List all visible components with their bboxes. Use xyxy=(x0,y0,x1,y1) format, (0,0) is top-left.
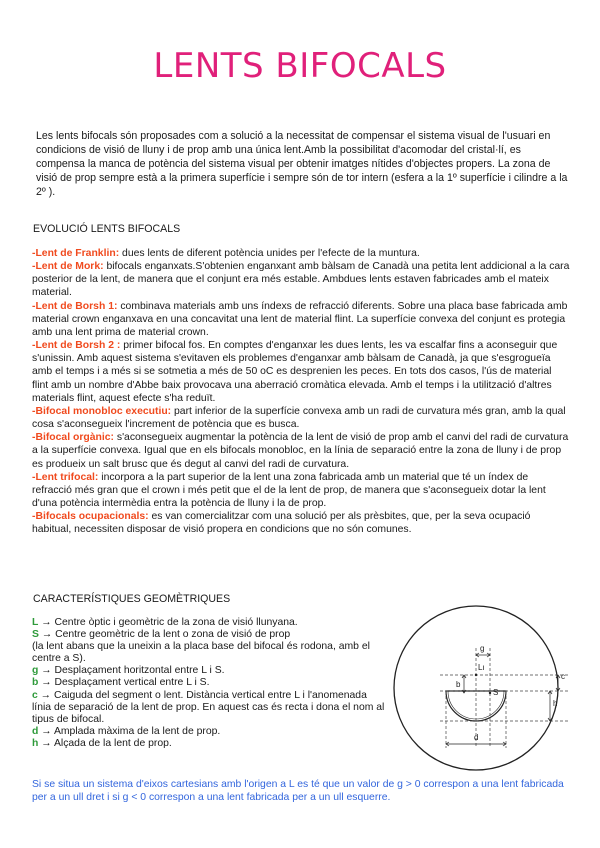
point-L xyxy=(475,674,477,676)
label-g: g xyxy=(480,644,485,653)
geometry-heading: CARACTERÍSTIQUES GEOMÈTRIQUES xyxy=(33,593,231,605)
b-dimension xyxy=(462,675,466,693)
list-item: g → Desplaçament horitzontal entre L i S. xyxy=(32,665,225,677)
label-c: c xyxy=(561,672,565,681)
list-item: -Bifocal monobloc executiu: part inferior de la superfície convexa amb un radi de curvatura més gran, amb la qual cosa s'aconsegueix l'increment de potència que es busca. xyxy=(32,405,566,431)
bifocal-lens-diagram xyxy=(380,598,580,778)
c-dimension xyxy=(556,675,560,691)
list-item: -Lent trifocal: incorpora a la part superior de la lent una zona fabricada amb un material que té un índex de refracció més gran que el crown i més petit que el de la lent de prop, de manera que s'aconsegueix dotar la lent d'una potència intermèdia entra la potència de lluny i la de prop. xyxy=(32,471,546,509)
list-item: b → Desplaçament vertical entre L i S. xyxy=(32,677,210,689)
list-item: -Bifocals ocupacionals: es van comercialitzar com una solució per als prèsbites, que, per la seva ocupació habitual, necessiten disposar de visió propera en condicions que no són comunes. xyxy=(32,511,531,536)
list-item: S → Centre geomètric de la lent o zona de visió de prop xyxy=(32,629,291,641)
list-item: (la lent abans que la uneixin a la placa base del bifocal és rodona, amb el centre a S). xyxy=(32,641,370,665)
list-item: -Lent de Mork: bifocals enganxats.S'obtenien enganxant amb bàlsam de Canadà una petita lent addicional a la cara posterior de la lent, de manera que el conjunt era més estable. Ambdues lents estaven fabricades amb el mateix material. xyxy=(32,261,570,299)
label-b: b xyxy=(456,680,461,689)
list-item: c → Caiguda del segment o lent. Distància vertical entre L i l'anomenada línia de separació de la lent de prop. En aquest cas és recta i dona el nom al tipus de bifocal. xyxy=(32,689,385,725)
label-h: h xyxy=(553,699,558,708)
list-item: -Bifocal orgànic: s'aconsegueix augmentar la potència de la lent de visió de prop amb el canvi del radi de curvatura a la superfície convexa. Igual que en els bifocals monobloc, en la línia de separació entre la zona de lluny i de prop es produeix un salt brusc que és degut al canvi del radi de curvatura. xyxy=(32,432,569,470)
list-item: d → Amplada màxima de la lent de prop. xyxy=(32,725,221,737)
h-dimension xyxy=(548,691,552,721)
list-item: -Lent de Franklin: dues lents de diferent potència unides per l'efecte de la muntura. xyxy=(32,248,420,259)
page-title: LENTS BIFOCALS xyxy=(153,46,447,86)
point-S xyxy=(489,692,491,694)
evolution-list xyxy=(32,247,570,536)
geometry-list xyxy=(32,617,388,750)
g-dimension xyxy=(476,653,490,657)
list-item: -Lent de Borsh 2 : primer bifocal fos. En comptes d'enganxar les dues lents, les va escalfar fins a aconseguir que s'unissin. Amb aquest sistema s'evitaven els problemes d'enganxar amb bàlsam de Canadà, ja que s'esgrogueïa amb el temps i a més si se sotmetia a més de 50 oC es desprenien les peces. En tots dos casos, l'ús de material flint amb un nombre d'Abbe baix provocava una aberració cromàtica elevada. Amb el temps i la utilització d'altres materials flint, aquest efecte s'ha reduït. xyxy=(32,340,558,404)
label-li: Lı xyxy=(478,663,485,672)
label-s: S xyxy=(493,688,499,697)
footer-note: Si se situa un sistema d'eixos cartesians amb l'origen a L es té que un valor de g > 0 correspon a una lent fabricada per a un ull dret i si g < 0 correspon a una lent fabricada per a un ull esquerre. xyxy=(32,779,564,803)
list-item: h → Alçada de la lent de prop. xyxy=(32,737,172,749)
list-item: -Lent de Borsh 1: combinava materials amb uns índexs de refracció diferents. Sobre una placa base fabricada amb material crown enganxava en una concavitat una lent de material flint. La superfície convexa del conjunt es protegia amb una lent prima de material crown. xyxy=(32,300,568,338)
list-item: L → Centre òptic i geomètric de la zona de visió llunyana. xyxy=(32,617,298,628)
evolution-heading: EVOLUCIÓ LENTS BIFOCALS xyxy=(33,223,181,235)
label-d: d xyxy=(474,733,479,742)
intro-paragraph: Les lents bifocals són proposades com a solució a la necessitat de compensar el sistema visual de l'usuari en condicions de visió de lluny i de prop amb una única lent.Amb la possibilitat d'acomodar del cristal·lí, es compensa la manca de potència del sistema visual per obtenir imatges nítides d'objectes propers. La zona de visió de prop sempre està a la primera superfície i sempre són de tor intern (esfera a la 1º superfície i cilindre a la 2º ). xyxy=(36,130,568,198)
